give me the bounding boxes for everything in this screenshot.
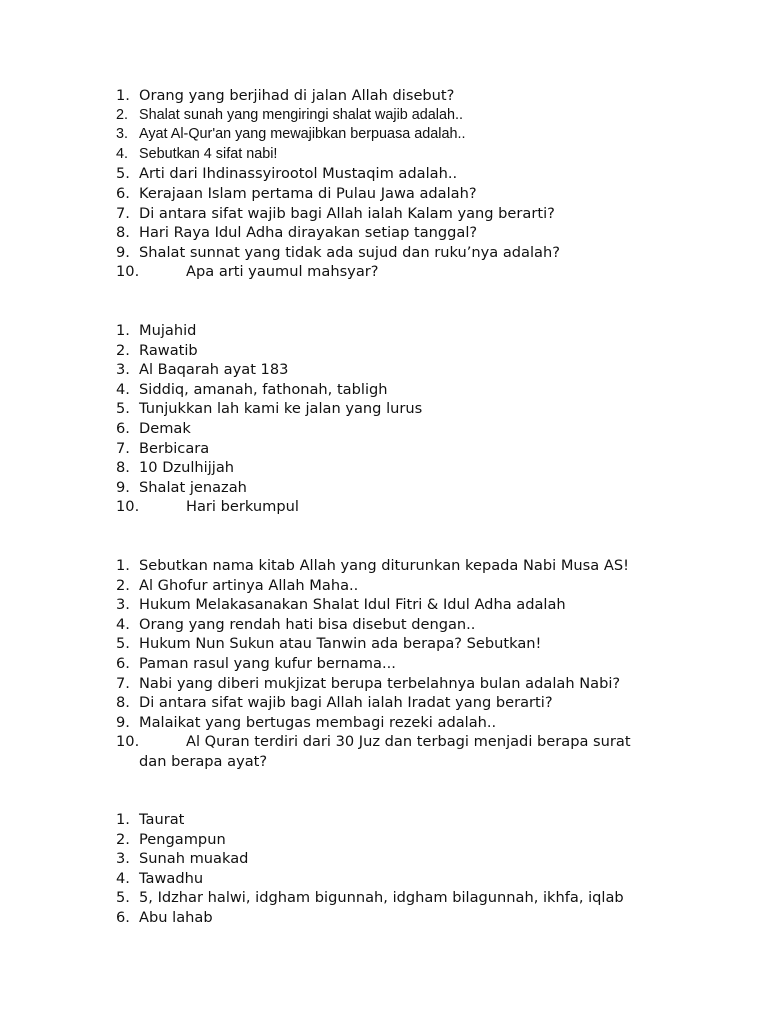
item-number: 6.: [116, 419, 130, 437]
list-item: [116, 849, 716, 869]
item-number: 9.: [116, 478, 130, 496]
item-text: Al Ghofur artinya Allah Maha..: [139, 576, 359, 594]
item-number: 2.: [116, 576, 130, 594]
item-number: 8.: [116, 694, 130, 712]
question-list-2: [116, 556, 716, 772]
item-number: 3.: [116, 126, 129, 143]
item-number: 1.: [116, 87, 130, 104]
item-number: 4.: [116, 145, 129, 162]
item-number: 7.: [116, 204, 130, 222]
item-text: Sebutkan nama kitab Allah yang diturunkan kepada Nabi Musa AS!: [139, 557, 629, 574]
list-item: [116, 615, 716, 635]
list-item: [116, 830, 716, 850]
item-text: Mujahid: [139, 322, 197, 339]
list-item: [116, 713, 716, 733]
list-item: [116, 164, 716, 184]
item-text: Shalat sunah yang mengiringi shalat wajib adalah..: [139, 106, 464, 123]
list-item: [116, 145, 716, 165]
list-item: [116, 888, 716, 908]
answer-list-1: [116, 321, 716, 517]
item-text: Orang yang berjihad di jalan Allah disebut?: [139, 87, 455, 104]
item-text: Hukum Melakasanakan Shalat Idul Fitri & Idul Adha adalah: [139, 596, 566, 614]
list-item: [116, 419, 716, 439]
answer-list-2: [116, 810, 716, 928]
item-text: Hari Raya Idul Adha dirayakan setiap tanggal?: [139, 224, 478, 242]
item-number: 8.: [116, 459, 130, 477]
item-number: 8.: [116, 224, 130, 242]
item-text: Nabi yang diberi mukjizat berupa terbelahnya bulan adalah Nabi?: [139, 674, 621, 692]
item-text: Demak: [139, 419, 191, 437]
list-item: [116, 399, 716, 419]
item-number: 4.: [116, 380, 130, 398]
item-number: 1.: [116, 322, 130, 339]
item-text: Shalat jenazah: [139, 478, 247, 496]
item-number: 3.: [116, 361, 130, 379]
item-text-continuation: dan berapa ayat?: [139, 752, 268, 770]
list-item: [116, 341, 716, 361]
item-number: 6.: [116, 908, 130, 926]
item-text: Di antara sifat wajib bagi Allah ialah Kalam yang berarti?: [139, 204, 555, 222]
list-item: [116, 86, 716, 106]
item-text: Paman rasul yang kufur bernama...: [139, 654, 396, 672]
item-text: Kerajaan Islam pertama di Pulau Jawa adalah?: [139, 184, 477, 202]
list-item: [116, 732, 716, 752]
item-number: 1.: [116, 557, 130, 574]
list-item: [116, 262, 716, 282]
item-number: 7.: [116, 674, 130, 692]
question-list-1: [116, 86, 716, 282]
list-item: [116, 106, 716, 126]
list-item: [116, 458, 716, 478]
list-item: [116, 908, 716, 928]
item-text: Berbicara: [139, 439, 210, 457]
item-number: 6.: [116, 654, 130, 672]
list-item: [116, 184, 716, 204]
item-text: Hukum Nun Sukun atau Tanwin ada berapa? Sebutkan!: [139, 635, 542, 653]
item-number: 5.: [116, 165, 130, 183]
item-number: 9.: [116, 713, 130, 731]
item-number: 7.: [116, 439, 130, 457]
item-text: Hari berkumpul: [186, 498, 299, 516]
item-number: 9.: [116, 243, 130, 261]
item-text: Orang yang rendah hati bisa disebut dengan..: [139, 615, 476, 633]
item-text: Taurat: [139, 811, 185, 828]
item-text: Sebutkan 4 sifat nabi!: [139, 145, 278, 162]
item-text: 10 Dzulhijjah: [139, 459, 235, 477]
item-number: 2.: [116, 341, 130, 359]
item-number: 2.: [116, 830, 130, 848]
item-number: 4.: [116, 615, 130, 633]
item-number: 5.: [116, 635, 130, 653]
list-item: [116, 439, 716, 459]
item-number: 3.: [116, 850, 130, 868]
item-text: Al Quran terdiri dari 30 Juz dan terbagi menjadi berapa surat: [186, 733, 631, 751]
list-item: [116, 674, 716, 694]
list-item: [116, 576, 716, 596]
item-number: 10.: [116, 263, 140, 281]
list-item: [116, 869, 716, 889]
list-item: [116, 223, 716, 243]
item-number: 3.: [116, 596, 130, 614]
item-text: Arti dari Ihdinassyirootol Mustaqim adalah..: [139, 165, 458, 183]
list-item: [116, 321, 716, 341]
list-item: [116, 243, 716, 263]
item-number: 5.: [116, 400, 130, 418]
list-item: [116, 478, 716, 498]
item-text: Al Baqarah ayat 183: [139, 361, 289, 379]
item-text: Ayat Al-Qur'an yang mewajibkan berpuasa adalah..: [139, 126, 466, 143]
item-number: 4.: [116, 869, 130, 887]
list-item: [116, 556, 716, 576]
list-item: [116, 204, 716, 224]
item-number: 10.: [116, 733, 140, 751]
list-item: [116, 810, 716, 830]
list-item: [116, 497, 716, 517]
item-number: 1.: [116, 811, 130, 828]
item-text: Tawadhu: [139, 869, 204, 887]
item-number: 2.: [116, 106, 129, 123]
list-item: [116, 360, 716, 380]
item-text: Malaikat yang bertugas membagi rezeki adalah..: [139, 713, 497, 731]
item-text: Siddiq, amanah, fathonah, tabligh: [139, 380, 388, 398]
list-item: [116, 634, 716, 654]
list-item: [116, 693, 716, 713]
item-text: Rawatib: [139, 341, 198, 359]
item-text: Abu lahab: [139, 908, 213, 926]
item-text: Sunah muakad: [139, 850, 249, 868]
item-text: Shalat sunnat yang tidak ada sujud dan ruku’nya adalah?: [139, 243, 560, 261]
item-text: 5, Idzhar halwi, idgham bigunnah, idgham bilagunnah, ikhfa, iqlab: [139, 889, 624, 907]
item-number: 5.: [116, 889, 130, 907]
list-item: [116, 654, 716, 674]
item-text: Apa arti yaumul mahsyar?: [186, 263, 379, 281]
item-number: 6.: [116, 184, 130, 202]
list-item: [116, 595, 716, 615]
item-text: Tunjukkan lah kami ke jalan yang lurus: [139, 400, 423, 418]
list-item: [116, 125, 716, 145]
item-text: Di antara sifat wajib bagi Allah ialah Iradat yang berarti?: [139, 694, 553, 712]
item-text: Pengampun: [139, 830, 226, 848]
list-item: [116, 380, 716, 400]
item-number: 10.: [116, 498, 140, 516]
